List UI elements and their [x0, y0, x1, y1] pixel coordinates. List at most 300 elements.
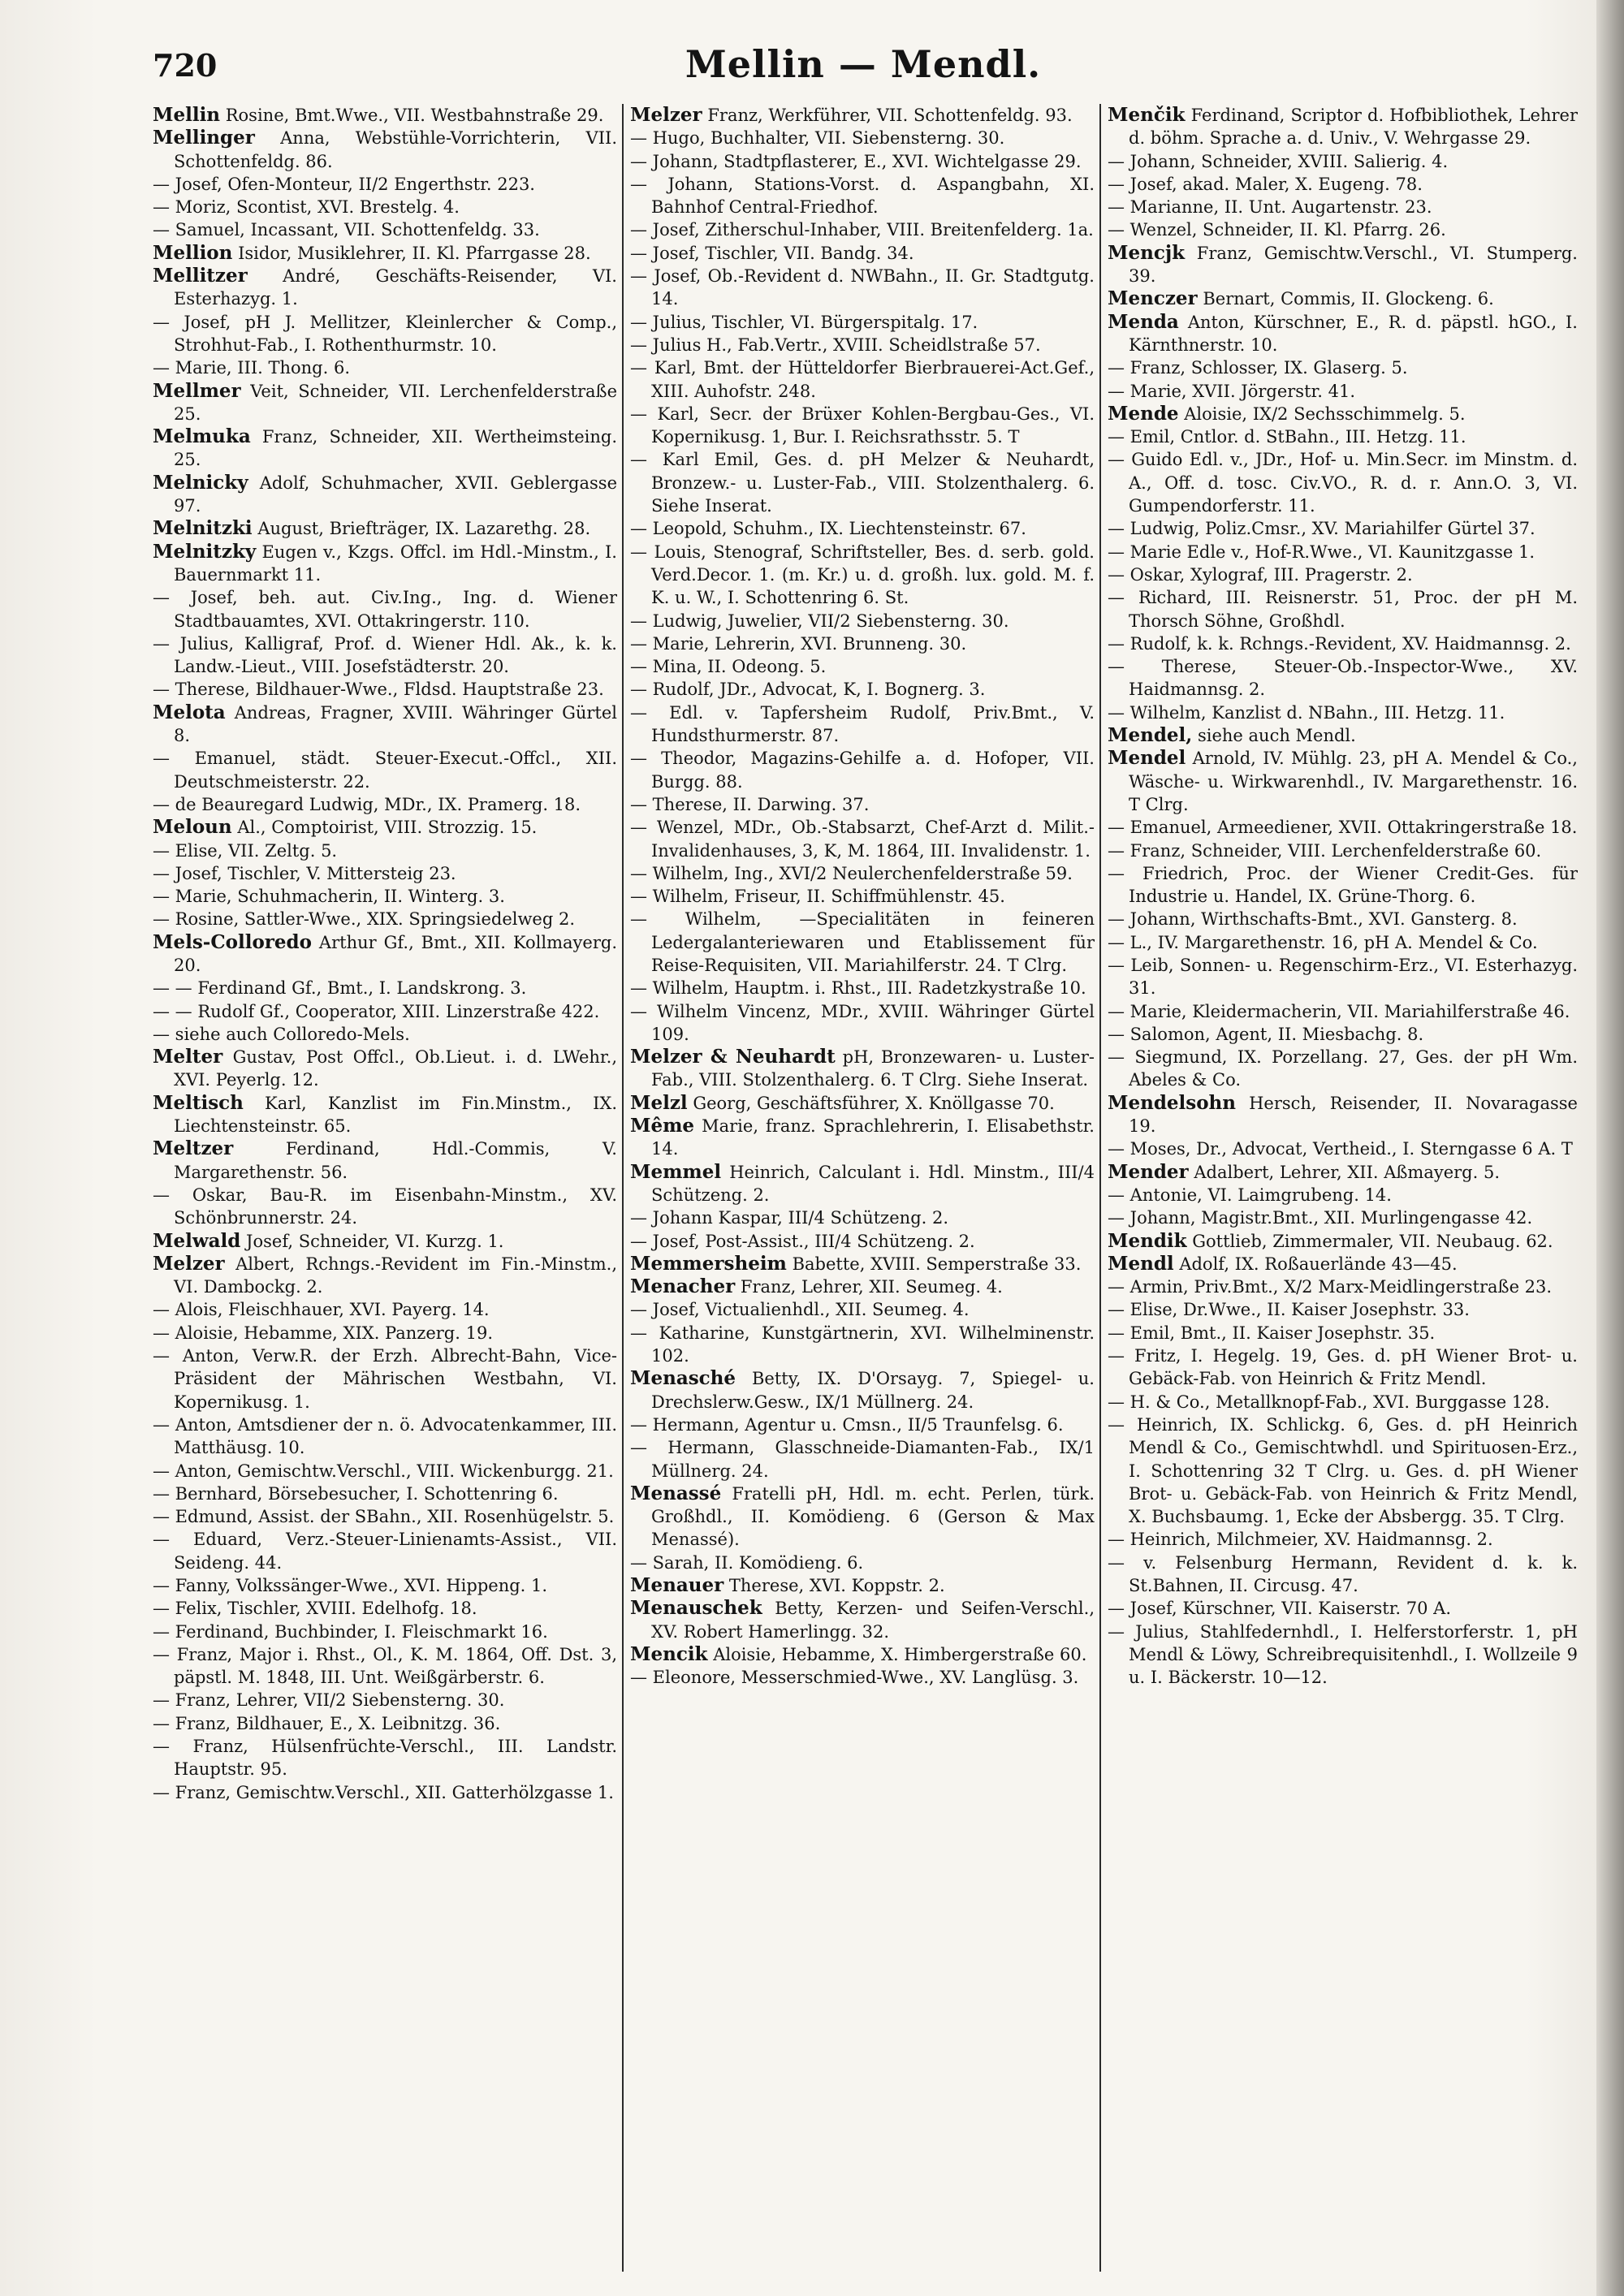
directory-entry	[153, 1092, 617, 1138]
entry-surname: Melzer	[153, 1252, 225, 1275]
entry-text: — Wilhelm Vincenz, MDr., XVIII. Währinger Gürtel 109.	[630, 1001, 1095, 1044]
entry-text: Aloisie, Hebamme, X. Himbergerstraße 60.	[713, 1644, 1087, 1664]
entry-text: Babette, XVIII. Semperstraße 33.	[792, 1254, 1082, 1274]
entry-text: — Ferdinand, Buchbinder, I. Fleischmarkt 16.	[153, 1621, 548, 1642]
directory-entry	[153, 356, 617, 379]
entry-text: Gottlieb, Zimmermaler, VII. Neubaug. 62.	[1192, 1231, 1553, 1251]
entry-text: — Anton, Gemischtw.Verschl., VIII. Wickenburgg. 21.	[153, 1461, 614, 1481]
directory-entry	[1108, 1161, 1578, 1184]
directory-entry	[630, 885, 1095, 908]
entry-surname: Mendl	[1108, 1252, 1174, 1275]
entry-text: — Wenzel, Schneider, II. Kl. Pfarrg. 26.	[1108, 220, 1446, 240]
directory-entry	[630, 1092, 1095, 1115]
entry-text: — Josef, Tischler, V. Mittersteig 23.	[153, 863, 456, 883]
directory-entry	[630, 908, 1095, 977]
directory-entry	[1108, 1253, 1578, 1275]
entry-text: Adalbert, Lehrer, XII. Aßmayerg. 5.	[1194, 1162, 1501, 1182]
entry-surname: Mendik	[1108, 1229, 1187, 1252]
entry-text: — Eduard, Verz.-Steuer-Linienamts-Assist., VII. Seideng. 44.	[153, 1530, 617, 1573]
directory-entry	[630, 1666, 1095, 1689]
directory-entry	[630, 448, 1095, 517]
entry-text: — Therese, Steuer-Ob.-Inspector-Wwe., XV. Haidmannsg. 2.	[1108, 657, 1578, 700]
entry-surname: Memmel	[630, 1160, 722, 1183]
entry-text: Franz, Schneider, XII. Wertheimsteing. 25.	[174, 427, 617, 470]
directory-entry	[1108, 862, 1578, 908]
entry-text: — Sarah, II. Komödieng. 6.	[630, 1552, 864, 1573]
entry-surname: Melnitzki	[153, 517, 253, 540]
entry-text: Franz, Lehrer, XII. Seumeg. 4.	[740, 1277, 1003, 1297]
entry-text: — Leib, Sonnen- u. Regenschirm-Erz., VI. Esterhazyg. 31.	[1108, 955, 1578, 999]
entry-text: — Marie, Lehrerin, XVI. Brunneng. 30.	[630, 633, 967, 654]
directory-entry	[630, 104, 1095, 127]
directory-entry	[630, 150, 1095, 173]
entry-text: — Therese, II. Darwing. 37.	[630, 794, 870, 814]
entry-text: — Salomon, Agent, II. Miesbachg. 8.	[1108, 1024, 1424, 1044]
entry-text: — Josef, beh. aut. Civ.Ing., Ing. d. Wiener Stadtbauamtes, XVI. Ottakringerstr. 110.	[153, 588, 617, 631]
entry-surname: Mellitzer	[153, 265, 248, 287]
directory-entry	[630, 1253, 1095, 1275]
entry-text: Georg, Geschäftsführer, X. Knöllgasse 70.	[693, 1093, 1055, 1113]
entry-text: Andreas, Fragner, XVIII. Währinger Gürtel 8.	[174, 702, 617, 746]
entry-text: — Johann, Stadtpflasterer, E., XVI. Wichtelgasse 29.	[630, 151, 1082, 171]
entry-surname: Melnitzky	[153, 540, 257, 563]
directory-entry	[153, 885, 617, 908]
entry-text: Franz, Gemischtw.Verschl., VI. Stumperg. 39.	[1129, 243, 1578, 287]
entry-text: — Franz, Gemischtw.Verschl., XII. Gatterhölzgasse 1.	[153, 1782, 614, 1802]
directory-entry	[153, 1621, 617, 1643]
directory-entry	[630, 747, 1095, 793]
directory-entry	[1108, 1000, 1578, 1023]
entry-text: — Franz, Bildhauer, E., X. Leibnitzg. 36.	[153, 1713, 501, 1733]
entry-surname: Mellmer	[153, 379, 241, 402]
directory-entry	[1108, 311, 1578, 357]
directory-entry	[630, 1161, 1095, 1207]
entry-text: Franz, Werkführer, VII. Schottenfeldg. 93.	[707, 106, 1073, 125]
directory-entry	[1108, 287, 1578, 310]
entry-text: siehe auch Mendl.	[1197, 726, 1356, 746]
directory-entry	[153, 632, 617, 679]
entry-text: — Emanuel, Armeediener, XVII. Ottakringerstraße 18.	[1108, 818, 1578, 838]
entry-text: Arnold, IV. Mühlg. 23, pH A. Mendel & Co., Wäsche- u. Wirkwarenhdl., IV. Margarethenstr. 16. T Clrg.	[1129, 749, 1578, 814]
entry-text: — Eleonore, Messerschmied-Wwe., XV. Langlüsg. 3.	[630, 1668, 1079, 1688]
entry-surname: Meltzer	[153, 1137, 234, 1160]
directory-entry	[1108, 1621, 1578, 1690]
entry-surname: Menassé	[630, 1482, 722, 1504]
entry-text: — Ludwig, Poliz.Cmsr., XV. Mariahilfer Gürtel 37.	[1108, 519, 1535, 539]
directory-entry	[630, 173, 1095, 219]
directory-entry	[153, 816, 617, 839]
entry-text: — Josef, Kürschner, VII. Kaiserstr. 70 A.	[1108, 1599, 1452, 1619]
entry-text: — Felix, Tischler, XVIII. Edelhofg. 18.	[153, 1599, 477, 1619]
directory-entry	[630, 517, 1095, 540]
directory-entry	[1108, 1344, 1578, 1391]
directory-entry	[1108, 356, 1578, 379]
directory-entry	[153, 472, 617, 518]
entry-text: — Theodor, Magazins-Gehilfe a. d. Hofoper, VII. Burgg. 88.	[630, 749, 1095, 792]
directory-entry	[630, 862, 1095, 885]
entry-text: — Karl, Bmt. der Hütteldorfer Bierbrauerei-Act.Gef., XIII. Auhofstr. 248.	[630, 358, 1095, 401]
entry-surname: Memmersheim	[630, 1252, 787, 1275]
directory-entry	[1108, 1413, 1578, 1528]
entry-text: — Franz, Lehrer, VII/2 Siebensterng. 30.	[153, 1690, 505, 1711]
entry-text: — Fanny, Volkssänger-Wwe., XVI. Hippeng. 1.	[153, 1576, 548, 1595]
entry-text: — Wilhelm, —Specialitäten in feineren Ledergalanteriewaren und Etablissement für Reise-Requisiten, VII. Mariahilferstr. 24. T Clrg.	[630, 909, 1095, 975]
directory-entry	[153, 931, 617, 978]
directory-entry	[153, 1735, 617, 1781]
directory-entry	[630, 403, 1095, 449]
entry-text: — Julius H., Fab.Vertr., XVIII. Scheidlstraße 57.	[630, 334, 1041, 355]
directory-entry	[1108, 541, 1578, 563]
entry-text: — Elise, Dr.Wwe., II. Kaiser Josephstr. 33.	[1108, 1300, 1470, 1320]
entry-text: — Wilhelm, Ing., XVI/2 Neulerchenfelderstraße 59.	[630, 863, 1073, 883]
entry-text: Rosine, Bmt.Wwe., VII. Westbahnstraße 29.	[225, 106, 604, 125]
entry-text: — Siegmund, IX. Porzellang. 27, Ges. der pH Wm. Abeles & Co.	[1108, 1047, 1578, 1090]
entry-text: — Julius, Kalligraf, Prof. d. Wiener Hdl. Ak., k. k. Landw.-Lieut., VIII. Josefstädterstr. 20.	[153, 633, 617, 677]
entry-text: — Marianne, II. Unt. Augartenstr. 23.	[1108, 197, 1432, 218]
entry-text: — Anton, Amtsdiener der n. ö. Advocatenkammer, III. Matthäusg. 10.	[153, 1414, 617, 1458]
directory-entry	[1108, 563, 1578, 586]
entry-surname: Melzer & Neuhardt	[630, 1046, 836, 1068]
entry-text: — Fritz, I. Hegelg. 19, Ges. d. pH Wiener Brot- u. Gebäck-Fab. von Heinrich & Fritz Mendl.	[1108, 1346, 1578, 1389]
entry-text: — Hermann, Glasschneide-Diamanten-Fab., IX/1 Müllnerg. 24.	[630, 1438, 1095, 1481]
entry-text: — Johann, Magistr.Bmt., XII. Murlingengasse 42.	[1108, 1208, 1533, 1228]
directory-entry	[153, 1046, 617, 1092]
directory-entry	[153, 701, 617, 748]
entry-text: — Julius, Stahlfedernhdl., I. Helferstorferstr. 1, pH Mendl & Löwy, Schreibrequisitenhdl., I. Wollzeile 9 u. I. Bäckerstr. 10—12.	[1108, 1621, 1578, 1688]
entry-text: — — Rudolf Gf., Cooperator, XIII. Linzerstraße 422.	[153, 1001, 600, 1021]
directory-entry	[630, 793, 1095, 816]
directory-entry	[1108, 839, 1578, 862]
directory-entry	[630, 1298, 1095, 1321]
entry-text: Gustav, Post Offcl., Ob.Lieut. i. d. LWehr., XVI. Peyerlg. 12.	[174, 1047, 617, 1090]
entry-text: — Marie, Kleidermacherin, VII. Mariahilferstraße 46.	[1108, 1001, 1570, 1021]
directory-entry	[630, 218, 1095, 241]
entry-surname: Melmuka	[153, 425, 251, 448]
entry-surname: Même	[630, 1115, 695, 1137]
entry-text: Adolf, IX. Roßauerlände 43—45.	[1179, 1254, 1458, 1274]
entry-surname: Mels-Colloredo	[153, 930, 312, 953]
entry-surname: Meloun	[153, 816, 232, 839]
entry-text: Eugen v., Kzgs. Offcl. im Hdl.-Minstm., I. Bauernmarkt 11.	[174, 542, 617, 585]
directory-entry	[153, 1574, 617, 1597]
directory-entry	[153, 265, 617, 311]
directory-entry	[1108, 150, 1578, 173]
entry-text: — Louis, Stenograf, Schriftsteller, Bes. d. serb. gold. Verd.Decor. 1. (m. Kr.) u. d. großh. lux. gold. M. f. K. u. W., I. Schottenring 6. St.	[630, 542, 1095, 608]
directory-entry	[153, 541, 617, 587]
directory-entry	[153, 793, 617, 816]
directory-entry	[153, 380, 617, 426]
directory-entry	[1108, 1322, 1578, 1344]
directory-entry	[1108, 425, 1578, 448]
entry-text: — Armin, Priv.Bmt., X/2 Marx-Meidlingerstraße 23.	[1108, 1277, 1553, 1297]
entry-surname: Melter	[153, 1046, 223, 1068]
directory-entry	[630, 1413, 1095, 1436]
entry-surname: Menczer	[1108, 287, 1198, 310]
directory-entry	[1108, 655, 1578, 701]
entry-surname: Melota	[153, 701, 226, 723]
entry-text: — Therese, Bildhauer-Wwe., Fldsd. Hauptstraße 23.	[153, 680, 604, 700]
entry-text: — Friedrich, Proc. der Wiener Credit-Ges. für Industrie u. Handel, IX. Grüne-Thorg. 6.	[1108, 863, 1578, 907]
directory-entry	[1108, 1275, 1578, 1298]
entry-text: Anna, Webstühle-Vorrichterin, VII. Schottenfeldg. 86.	[174, 128, 617, 171]
entry-text: — v. Felsenburg Hermann, Revident d. k. k. St.Bahnen, II. Circusg. 47.	[1108, 1552, 1578, 1595]
directory-entry	[153, 747, 617, 793]
directory-entry	[153, 311, 617, 357]
directory-entry	[153, 1000, 617, 1023]
directory-entry	[1108, 1092, 1578, 1138]
entry-text: Ferdinand, Scriptor d. Hofbibliothek, Lehrer d. böhm. Sprache a. d. Univ., V. Wehrgasse 29.	[1129, 106, 1578, 149]
directory-entry	[1108, 724, 1578, 747]
entry-surname: Menčik	[1108, 104, 1186, 126]
entry-text: — L., IV. Margarethenstr. 16, pH A. Mendel & Co.	[1108, 932, 1538, 952]
entry-text: — Josef, Post-Assist., III/4 Schützeng. 2.	[630, 1231, 975, 1251]
entry-text: — Marie, III. Thong. 6.	[153, 358, 350, 378]
directory-entry	[630, 127, 1095, 149]
entry-text: pH, Bronzewaren- u. Luster-Fab., VIII. Stolzenthalerg. 6. T Clrg. Siehe Inserat.	[651, 1047, 1095, 1090]
entry-text: — Josef, Ob.-Revident d. NWBahn., II. Gr. Stadtgutg. 14.	[630, 266, 1095, 309]
entry-text: Isidor, Musiklehrer, II. Kl. Pfarrgasse 28.	[238, 243, 591, 263]
entry-text: — Karl Emil, Ges. d. pH Melzer & Neuhardt, Bronzew.- u. Luster-Fab., VIII. Stolzenthalerg. 6. Siehe Inserat.	[630, 450, 1095, 516]
directory-entry	[630, 1367, 1095, 1413]
entry-surname: Mellinger	[153, 127, 255, 149]
directory-entry	[153, 1137, 617, 1184]
entry-surname: Mendel	[1108, 747, 1186, 770]
entry-text: — Franz, Schlosser, IX. Glaserg. 5.	[1108, 358, 1408, 378]
entry-text: — Josef, Victualienhdl., XII. Seumeg. 4.	[630, 1300, 970, 1320]
directory-entry	[1108, 747, 1578, 816]
column-divider	[622, 104, 624, 2272]
directory-entry	[630, 1597, 1095, 1643]
entry-text: — Bernhard, Börsebesucher, I. Schottenring 6.	[153, 1483, 559, 1504]
entry-text: Fratelli pH, Hdl. m. echt. Perlen, türk. Großhdl., II. Komödieng. 6 (Gerson & Max Menassé).	[651, 1483, 1095, 1550]
entry-surname: Meltisch	[153, 1091, 244, 1114]
directory-entry	[630, 334, 1095, 356]
entry-text: — Marie, Schuhmacherin, II. Winterg. 3.	[153, 887, 505, 907]
entry-text: — Mina, II. Odeong. 5.	[630, 657, 827, 677]
page-header	[153, 42, 1574, 99]
directory-entry	[630, 541, 1095, 610]
entry-text: — Franz, Major i. Rhst., Ol., K. M. 1864, Off. Dst. 3, päpstl. M. 1848, III. Unt. Weißgärberstr. 6.	[153, 1644, 617, 1688]
directory-entry	[153, 196, 617, 218]
entry-text: Marie, franz. Sprachlehrerin, I. Elisabethstr. 14.	[651, 1116, 1095, 1159]
entry-text: — Josef, akad. Maler, X. Eugeng. 78.	[1108, 174, 1423, 194]
directory-entry	[153, 1689, 617, 1711]
entry-text: — Emil, Cntlor. d. StBahn., III. Hetzg. 11.	[1108, 427, 1466, 447]
directory-entry	[630, 265, 1095, 311]
entry-text: — Heinrich, Milchmeier, XV. Haidmannsg. 2.	[1108, 1530, 1493, 1550]
entry-surname: Menda	[1108, 310, 1179, 333]
directory-entry	[1108, 403, 1578, 425]
running-head: Mellin — Mendl.	[685, 42, 1042, 86]
entry-surname: Mendelsohn	[1108, 1091, 1237, 1114]
directory-entry	[630, 311, 1095, 334]
directory-entry	[153, 218, 617, 241]
entry-text: — H. & Co., Metallknopf-Fab., XVI. Burggasse 128.	[1108, 1392, 1550, 1412]
entry-text: — Josef, Zitherschul-Inhaber, VIII. Breitenfelderg. 1a.	[630, 220, 1094, 240]
entry-text: Betty, IX. D'Orsayg. 7, Spiegel- u. Drechslerw.Gesw., IX/1 Müllnerg. 24.	[651, 1369, 1095, 1412]
entry-surname: Mellin	[153, 104, 221, 126]
entry-text: — Katharine, Kunstgärtnerin, XVI. Wilhelminenstr. 102.	[630, 1323, 1095, 1366]
directory-entry	[1108, 954, 1578, 1000]
entry-text: — Anton, Verw.R. der Erzh. Albrecht-Bahn, Vice-Präsident der Mährischen Westbahn, VI. Kopernikusg. 1.	[153, 1346, 617, 1412]
directory-entry	[630, 1552, 1095, 1574]
directory-entry	[630, 678, 1095, 701]
entry-text: Veit, Schneider, VII. Lerchenfelderstraße 25.	[174, 381, 617, 424]
directory-entry	[630, 816, 1095, 862]
directory-entry	[1108, 218, 1578, 241]
entry-text: — Emanuel, städt. Steuer-Execut.-Offcl., XII. Deutschmeisterstr. 22.	[153, 749, 617, 792]
directory-entry	[1108, 701, 1578, 724]
entry-text: — Johann, Schneider, XVIII. Salierig. 4.	[1108, 151, 1449, 171]
entry-text: — siehe auch Colloredo-Mels.	[153, 1024, 410, 1044]
directory-entry	[1108, 517, 1578, 540]
directory-entry	[1108, 908, 1578, 930]
directory-entry	[1108, 1137, 1578, 1160]
entry-text: Hersch, Reisender, II. Novaragasse 19.	[1129, 1093, 1578, 1137]
directory-entry	[630, 1436, 1095, 1482]
entry-text: Albert, Rchngs.-Revident im Fin.-Minstm., VI. Dambockg. 2.	[174, 1254, 617, 1297]
entry-text: — Hermann, Agentur u. Cmsn., II/5 Traunfelsg. 6.	[630, 1414, 1064, 1435]
entry-text: — Wilhelm, Kanzlist d. NBahn., III. Hetzg. 11.	[1108, 702, 1505, 723]
column-2	[630, 104, 1095, 2272]
directory-entry	[153, 1781, 617, 1804]
directory-entry	[630, 1206, 1095, 1229]
entry-text: — Johann, Wirthschafts-Bmt., XVI. Gansterg. 8.	[1108, 909, 1518, 930]
entry-text: — Johann, Stations-Vorst. d. Aspangbahn, XI. Bahnhof Central-Friedhof.	[630, 174, 1095, 218]
directory-entry	[153, 127, 617, 173]
entry-surname: Menasché	[630, 1367, 736, 1390]
directory-entry	[630, 655, 1095, 678]
directory-entry	[153, 839, 617, 862]
entry-text: Therese, XVI. Koppstr. 2.	[728, 1576, 945, 1595]
column-divider	[1099, 104, 1101, 2272]
directory-entry	[1108, 1391, 1578, 1413]
entry-surname: Menauer	[630, 1574, 724, 1596]
directory-entry	[153, 862, 617, 885]
directory-entry	[1108, 632, 1578, 655]
entry-surname: Melzl	[630, 1091, 688, 1114]
entry-text: Arthur Gf., Bmt., XII. Kollmayerg. 20.	[174, 932, 617, 975]
directory-entry	[153, 586, 617, 632]
directory-entry	[1108, 173, 1578, 196]
directory-entry	[630, 977, 1095, 999]
directory-entry	[153, 678, 617, 701]
directory-entry	[630, 701, 1095, 748]
directory-entry	[153, 1460, 617, 1482]
entry-text: — Samuel, Incassant, VII. Schottenfeldg. 33.	[153, 220, 540, 240]
column-3	[1108, 104, 1578, 2272]
entry-text: — de Beauregard Ludwig, MDr., IX. Pramerg. 18.	[153, 794, 581, 814]
directory-entry	[630, 610, 1095, 632]
entry-text: August, Briefträger, IX. Lazarethg. 28.	[257, 519, 591, 539]
directory-entry	[630, 1643, 1095, 1666]
entry-text: — Josef, Tischler, VII. Bandg. 34.	[630, 243, 914, 263]
entry-text: — Wenzel, MDr., Ob.-Stabsarzt, Chef-Arzt d. Milit.-Invalidenhauses, 3, K, M. 1864, III. Invalidenstr. 1.	[630, 818, 1095, 861]
entry-text: Josef, Schneider, VI. Kurzg. 1.	[246, 1231, 504, 1251]
directory-entry	[1108, 1528, 1578, 1551]
binding-gutter	[1596, 0, 1624, 2296]
directory-entry	[153, 1643, 617, 1690]
directory-entry	[153, 1413, 617, 1460]
entry-text: — Moriz, Scontist, XVI. Brestelg. 4.	[153, 197, 460, 218]
directory-entry	[153, 242, 617, 265]
directory-entry	[630, 1115, 1095, 1161]
entry-text: Bernart, Commis, II. Glockeng. 6.	[1203, 289, 1494, 309]
entry-text: Ferdinand, Hdl.-Commis, V. Margarethenstr. 56.	[174, 1139, 617, 1182]
entry-text: André, Geschäfts-Reisender, VI. Esterhazyg. 1.	[174, 266, 617, 309]
directory-entry	[1108, 104, 1578, 150]
entry-text: — Ludwig, Juwelier, VII/2 Siebensterng. 30.	[630, 611, 1009, 631]
directory-entry	[153, 977, 617, 999]
directory-entry	[630, 242, 1095, 265]
entry-surname: Melwald	[153, 1229, 241, 1252]
directory-entry	[630, 1046, 1095, 1092]
directory-entry	[630, 1000, 1095, 1047]
directory-entry	[630, 1482, 1095, 1552]
entry-text: — Marie, XVII. Jörgerstr. 41.	[1108, 381, 1355, 401]
entry-text: — Rosine, Sattler-Wwe., XIX. Springsiedelweg 2.	[153, 909, 576, 930]
directory-entry	[1108, 242, 1578, 288]
directory-entry	[153, 173, 617, 196]
entry-text: — Franz, Hülsenfrüchte-Verschl., III. Landstr. Hauptstr. 95.	[153, 1737, 617, 1780]
directory-entry	[153, 1344, 617, 1413]
entry-surname: Mencjk	[1108, 241, 1186, 264]
entry-text: Heinrich, Calculant i. Hdl. Minstm., III/4 Schützeng. 2.	[651, 1162, 1095, 1205]
entry-text: Aloisie, IX/2 Sechsschimmelg. 5.	[1184, 404, 1466, 424]
directory-entry	[1108, 448, 1578, 517]
directory-entry	[153, 1505, 617, 1528]
column-1	[153, 104, 617, 2272]
directory-entry	[630, 1230, 1095, 1253]
entry-text: — Marie Edle v., Hof-R.Wwe., VI. Kaunitzgasse 1.	[1108, 542, 1535, 562]
entry-text: Betty, Kerzen- und Seifen-Verschl., XV. Robert Hamerlingg. 32.	[651, 1599, 1095, 1642]
entry-surname: Menauschek	[630, 1597, 762, 1620]
entry-text: Al., Comptoirist, VIII. Strozzig. 15.	[237, 818, 538, 838]
entry-text: — Guido Edl. v., JDr., Hof- u. Min.Secr. im Minstm. d. A., Off. d. tosc. Civ.VO., R. d. r. Ann.O. 3, VI. Gumpendorferstr. 11.	[1108, 450, 1578, 516]
entry-surname: Mende	[1108, 402, 1179, 425]
entry-text: — Rudolf, k. k. Rchngs.-Revident, XV. Haidmannsg. 2.	[1108, 633, 1571, 654]
directory-entry	[1108, 1298, 1578, 1321]
entry-text: — Johann Kaspar, III/4 Schützeng. 2.	[630, 1208, 949, 1228]
directory-entry	[630, 632, 1095, 655]
directory-columns	[153, 104, 1578, 2272]
directory-entry	[153, 1482, 617, 1505]
entry-text: Anton, Kürschner, E., R. d. päpstl. hGO., I. Kärnthnerstr. 10.	[1129, 312, 1578, 355]
entry-text: — — Ferdinand Gf., Bmt., I. Landskrong. 3.	[153, 978, 527, 999]
entry-text: Karl, Kanzlist im Fin.Minstm., IX. Liechtensteinstr. 65.	[174, 1093, 617, 1137]
directory-entry	[1108, 1597, 1578, 1620]
entry-text: — Karl, Secr. der Brüxer Kohlen-Bergbau-Ges., VI. Kopernikusg. 1, Bur. I. Reichsrathsstr. 5. T	[630, 404, 1095, 447]
directory-entry	[153, 104, 617, 127]
entry-text: — Moses, Dr., Advocat, Vertheid., I. Sterngasse 6 A. T	[1108, 1139, 1573, 1159]
directory-entry	[1108, 1230, 1578, 1253]
entry-text: — Wilhelm, Friseur, II. Schiffmühlenstr. 45.	[630, 887, 1005, 907]
entry-text: — Oskar, Xylograf, III. Pragerstr. 2.	[1108, 564, 1413, 585]
directory-entry	[153, 1298, 617, 1321]
entry-text: — Hugo, Buchhalter, VII. Siebensterng. 30.	[630, 128, 1005, 149]
directory-entry	[1108, 931, 1578, 954]
entry-text: — Emil, Bmt., II. Kaiser Josephstr. 35.	[1108, 1323, 1436, 1343]
entry-text: — Josef, Ofen-Monteur, II/2 Engerthstr. 223.	[153, 174, 535, 194]
entry-text: — Edmund, Assist. der SBahn., XII. Rosenhügelstr. 5.	[153, 1507, 615, 1527]
entry-surname: Mender	[1108, 1160, 1189, 1183]
entry-surname: Melnicky	[153, 471, 248, 494]
directory-entry	[1108, 1552, 1578, 1598]
directory-entry	[630, 1322, 1095, 1368]
entry-text: — Josef, pH J. Mellitzer, Kleinlercher & Comp., Strohhut-Fab., I. Rothenthurmstr. 10.	[153, 312, 617, 355]
entry-surname: Melzer	[630, 104, 702, 126]
directory-entry	[630, 1574, 1095, 1597]
